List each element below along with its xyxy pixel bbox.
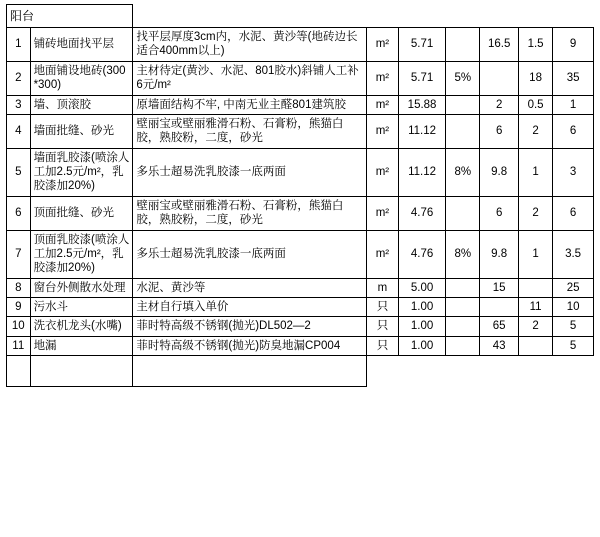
row-labor: 5 [553,317,594,336]
row-aux: 1 [518,148,552,196]
row-index: 1 [7,28,31,62]
row-index: 2 [7,61,31,95]
footer-row-index [7,356,31,387]
row-index: 11 [7,336,31,355]
table-row[interactable] [7,114,594,148]
table-row[interactable] [7,95,594,114]
table-row[interactable] [7,317,594,336]
row-index: 3 [7,95,31,114]
row-description: 找平层厚度3cm内，水泥、黄沙等(地砖边长适合400mm以上) [133,28,366,62]
row-material: 2 [480,95,519,114]
footer-row-aux [518,356,552,387]
row-unit: m² [366,114,398,148]
row-material: 9.8 [480,230,519,278]
row-labor: 10 [553,298,594,317]
row-material [480,298,519,317]
row-index: 6 [7,196,31,230]
row-labor: 25 [553,278,594,297]
table-row-empty[interactable] [7,356,594,387]
row-labor: 3.5 [553,230,594,278]
footer-row-item [30,356,133,387]
row-quantity: 1.00 [399,317,446,336]
section-title-row [7,5,594,28]
row-unit: m [366,278,398,297]
row-aux: 2 [518,114,552,148]
row-item: 洗衣机龙头(水嘴) [30,317,133,336]
row-quantity: 5.00 [399,278,446,297]
row-material: 6 [480,114,519,148]
row-unit: 只 [366,317,398,336]
row-loss [446,298,480,317]
table-row[interactable] [7,196,594,230]
row-aux: 2 [518,317,552,336]
section-title-spacer [133,5,594,28]
row-material: 65 [480,317,519,336]
row-aux: 0.5 [518,95,552,114]
row-labor: 5 [553,336,594,355]
row-item: 顶面批缝、砂光 [30,196,133,230]
footer-row-unit [366,356,398,387]
row-index: 10 [7,317,31,336]
row-item: 墙面批缝、砂光 [30,114,133,148]
row-material: 9.8 [480,148,519,196]
row-labor: 1 [553,95,594,114]
row-description: 菲时特高级不锈钢(抛光)DL502—2 [133,317,366,336]
row-labor: 6 [553,196,594,230]
footer-row-labor [553,356,594,387]
row-description: 主材自行填入单价 [133,298,366,317]
row-aux: 1 [518,230,552,278]
row-quantity: 5.71 [399,61,446,95]
table-row[interactable] [7,230,594,278]
row-material: 43 [480,336,519,355]
row-item: 顶面乳胶漆(喷涂人工加2.5元/m²，乳胶漆加20%) [30,230,133,278]
budget-table [6,4,594,387]
section-title: 阳台 [7,5,133,28]
row-loss [446,196,480,230]
row-unit: m² [366,196,398,230]
row-unit: m² [366,230,398,278]
row-index: 9 [7,298,31,317]
row-quantity: 1.00 [399,298,446,317]
row-labor: 3 [553,148,594,196]
table-row[interactable] [7,61,594,95]
table-row[interactable] [7,28,594,62]
row-aux: 11 [518,298,552,317]
row-material: 15 [480,278,519,297]
row-unit: m² [366,61,398,95]
row-aux: 2 [518,196,552,230]
row-aux [518,278,552,297]
row-loss: 8% [446,148,480,196]
row-loss [446,278,480,297]
row-item: 墙面乳胶漆(喷涂人工加2.5元/m²，乳胶漆加20%) [30,148,133,196]
footer-row-loss [446,356,480,387]
row-unit: m² [366,28,398,62]
row-unit: m² [366,148,398,196]
row-quantity: 15.88 [399,95,446,114]
row-item: 墙、顶滚胶 [30,95,133,114]
row-loss [446,317,480,336]
budget-table-body [7,5,594,387]
row-loss: 5% [446,61,480,95]
row-material: 6 [480,196,519,230]
row-description: 壁丽宝或壁丽雅滑石粉、石膏粉，熊猫白胶，熟胶粉，二度，砂光 [133,196,366,230]
row-quantity: 4.76 [399,196,446,230]
row-quantity: 11.12 [399,114,446,148]
row-index: 5 [7,148,31,196]
row-item: 污水斗 [30,298,133,317]
row-quantity: 1.00 [399,336,446,355]
footer-row-quantity [399,356,446,387]
row-aux: 18 [518,61,552,95]
row-item: 窗台外侧散水处理 [30,278,133,297]
row-loss: 8% [446,230,480,278]
row-index: 7 [7,230,31,278]
row-item: 地漏 [30,336,133,355]
row-index: 8 [7,278,31,297]
table-row[interactable] [7,148,594,196]
row-description: 水泥、黄沙等 [133,278,366,297]
row-description: 原墙面结构不牢, 中南无业主醛801建筑胶 [133,95,366,114]
row-unit: m² [366,95,398,114]
row-labor: 6 [553,114,594,148]
row-unit: 只 [366,336,398,355]
row-material: 16.5 [480,28,519,62]
row-quantity: 11.12 [399,148,446,196]
footer-row-material [480,356,519,387]
row-labor: 35 [553,61,594,95]
row-description: 壁丽宝或壁丽雅滑石粉、石膏粉，熊猫白胶，熟胶粉，二度，砂光 [133,114,366,148]
row-loss [446,28,480,62]
row-aux: 1.5 [518,28,552,62]
row-aux [518,336,552,355]
row-description: 主材待定(黄沙、水泥、801胶水)斜铺人工补6元/m² [133,61,366,95]
row-labor: 9 [553,28,594,62]
row-description: 多乐士超易洗乳胶漆一底两面 [133,230,366,278]
row-quantity: 5.71 [399,28,446,62]
row-index: 4 [7,114,31,148]
row-description: 多乐士超易洗乳胶漆一底两面 [133,148,366,196]
row-loss [446,95,480,114]
row-loss [446,114,480,148]
row-quantity: 4.76 [399,230,446,278]
table-row[interactable] [7,278,594,297]
row-item: 地面铺设地砖(300*300) [30,61,133,95]
row-material [480,61,519,95]
row-loss [446,336,480,355]
table-row[interactable] [7,298,594,317]
row-description: 菲时特高级不锈钢(抛光)防臭地漏CP004 [133,336,366,355]
footer-row-description [133,356,366,387]
table-row[interactable] [7,336,594,355]
row-unit: 只 [366,298,398,317]
row-item: 铺砖地面找平层 [30,28,133,62]
